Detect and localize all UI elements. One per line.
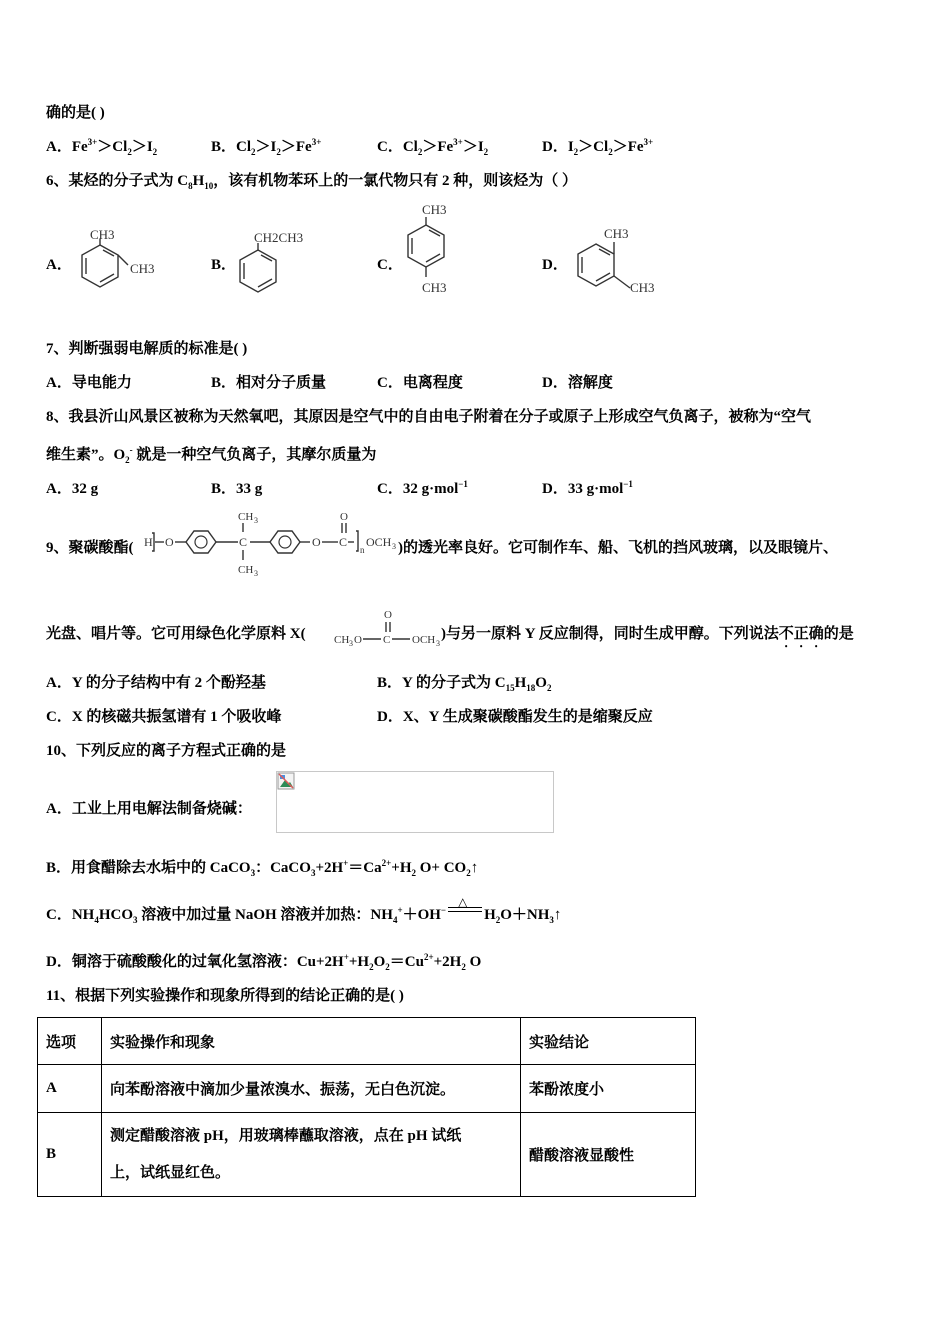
table-header-row bbox=[38, 1018, 696, 1065]
dimethyl-carbonate-structure bbox=[332, 605, 444, 649]
q9-option-a[interactable]: A．Y 的分子结构中有 2 个酚羟基 bbox=[46, 675, 266, 691]
q6d-ch3-top: CH3 bbox=[604, 226, 629, 241]
svg-text:3: 3 bbox=[254, 569, 258, 578]
q10-option-b[interactable]: B．用食醋除去水垢中的 CaCO$_3$：$CaCO_3+2H^+=Ca^{2+}+H_2$ $O+ CO_2↑$ bbox=[46, 858, 479, 878]
row-a-conclusion: 苯酚浓度小 bbox=[521, 1065, 696, 1113]
q11-stem: 11、根据下列实验操作和现象所得到的结论正确的是( ) bbox=[46, 988, 404, 1004]
svg-text:C: C bbox=[239, 535, 248, 549]
q6-option-c-label[interactable]: C． bbox=[377, 257, 403, 273]
q6-option-d-label[interactable]: D． bbox=[542, 257, 568, 273]
q9-stem-line2-a: 光盘、唱片等。它可用绿色化学原料 X( bbox=[46, 626, 306, 642]
svg-text:O: O bbox=[312, 535, 321, 549]
row-a-operation: 向苯酚溶液中滴加少量浓溴水、振荡，无白色沉淀。 bbox=[102, 1065, 521, 1113]
polycarbonate-structure bbox=[142, 505, 400, 579]
q6a-ch3-top: CH3 bbox=[90, 227, 115, 242]
q5-option-b[interactable]: B．$Cl_2>I_2>Fe^{3+}$ bbox=[211, 137, 322, 157]
q6-option-a-label[interactable]: A． bbox=[46, 257, 72, 273]
experiment-table bbox=[37, 1017, 696, 1197]
q6-structure-o-xylene bbox=[70, 225, 170, 305]
q7-option-a[interactable]: A．导电能力 bbox=[46, 375, 132, 391]
row-b-option: B bbox=[38, 1113, 102, 1197]
q7-stem: 7、判断强弱电解质的标准是( ) bbox=[46, 341, 248, 357]
q8-stem-line2: 维生素”。$O_2^-$ 就是一种空气负离子，其摩尔质量为 bbox=[46, 445, 377, 465]
q6-structure-ethylbenzene bbox=[230, 228, 330, 308]
q9-option-b[interactable]: B．Y 的分子式为 $C_{15}H_{18}O_2$ bbox=[377, 675, 552, 693]
heat-equals-sign bbox=[448, 895, 482, 919]
q6-structure-p-xylene bbox=[400, 200, 480, 300]
q8-option-a[interactable]: A．32 g bbox=[46, 481, 99, 497]
q9-option-d[interactable]: D．X、Y 生成聚碳酸酯发生的是缩聚反应 bbox=[377, 709, 653, 725]
q9-stem-line2-b: )与另一原料 Y 反应制得，同时生成甲醇。下列说法不正确的是 bbox=[441, 626, 854, 642]
q10-stem: 10、下列反应的离子方程式正确的是 bbox=[46, 743, 287, 759]
q8-option-c[interactable]: C．32 g·mol$^{-1}$ bbox=[377, 479, 468, 497]
svg-text:C: C bbox=[383, 634, 391, 646]
q7-option-b[interactable]: B．相对分子质量 bbox=[211, 375, 327, 391]
q7-option-c[interactable]: C．电离程度 bbox=[377, 375, 463, 391]
q6b-ethyl: CH2CH3 bbox=[254, 230, 304, 245]
q5-stem-tail: 确的是( ) bbox=[46, 105, 105, 121]
q5-option-a[interactable]: A．$Fe^{3+}>Cl_2>I_2$ bbox=[46, 137, 158, 157]
row-b-conclusion: 醋酸溶液显酸性 bbox=[521, 1113, 696, 1197]
q6-structure-m-xylene bbox=[570, 222, 670, 302]
svg-text:O: O bbox=[354, 634, 362, 646]
svg-text:3: 3 bbox=[436, 639, 440, 648]
header-operation: 实验操作和现象 bbox=[102, 1018, 521, 1065]
svg-text:OCH: OCH bbox=[366, 535, 392, 549]
svg-text:O: O bbox=[165, 535, 174, 549]
svg-text:n: n bbox=[360, 545, 365, 555]
q5-option-d[interactable]: D．$I_2>Cl_2>Fe^{3+}$ bbox=[542, 137, 654, 157]
row-b-operation: 测定醋酸溶液 pH，用玻璃棒蘸取溶液，点在 pH 试纸 上，试纸显红色。 bbox=[102, 1113, 521, 1197]
svg-text:H: H bbox=[144, 535, 153, 549]
svg-text:O: O bbox=[384, 609, 392, 621]
header-option: 选项 bbox=[38, 1018, 102, 1065]
row-a-option: A bbox=[38, 1065, 102, 1113]
broken-image-placeholder bbox=[276, 771, 554, 833]
q8-stem-line1: 8、我县沂山风景区被称为天然氧吧，其原因是空气中的自由电子附着在分子或原子上形成空气负离子，被称为“空气 bbox=[46, 409, 812, 425]
svg-text:CH: CH bbox=[334, 634, 350, 646]
table-row bbox=[38, 1065, 696, 1113]
header-conclusion: 实验结论 bbox=[521, 1018, 696, 1065]
q6c-ch3-top: CH3 bbox=[422, 202, 447, 217]
svg-text:CH: CH bbox=[238, 511, 254, 523]
table-row bbox=[38, 1113, 696, 1197]
svg-text:CH: CH bbox=[238, 564, 254, 576]
q7-option-d[interactable]: D．溶解度 bbox=[542, 375, 613, 391]
heat-delta-symbol: △ bbox=[458, 895, 468, 909]
q5-option-c[interactable]: C．$Cl_2>Fe^{3+}>I_2$ bbox=[377, 137, 489, 157]
svg-text:OCH: OCH bbox=[412, 634, 436, 646]
broken-image-icon bbox=[277, 772, 297, 792]
q10-option-a[interactable]: A．工业上用电解法制备烧碱： bbox=[46, 801, 252, 817]
q6d-ch3-right: CH3 bbox=[630, 280, 655, 295]
q9-negation-emphasis: 不正确 bbox=[778, 626, 824, 642]
q9-stem-a: 9、聚碳酸酯( bbox=[46, 540, 134, 556]
q8-option-d[interactable]: D．33 g·mol$^{-1}$ bbox=[542, 479, 633, 497]
q6-option-b-label[interactable]: B． bbox=[211, 257, 237, 273]
svg-text:3: 3 bbox=[392, 542, 396, 551]
q6c-ch3-bottom: CH3 bbox=[422, 280, 447, 295]
q6-stem: 6、某烃的分子式为 $C_8H_{10}$，该有机物苯环上的一氯代物只有 2 种，则该烃为（ ） bbox=[46, 173, 578, 191]
q9-option-c[interactable]: C．X 的核磁共振氢谱有 1 个吸收峰 bbox=[46, 709, 282, 725]
q8-option-b[interactable]: B．33 g bbox=[211, 481, 263, 497]
q10-option-c[interactable]: C．$NH_4HCO_3$ 溶液中加过量 NaOH 溶液并加热：$NH_4^++OH^-$ △ $H_2O+NH_3↑$ bbox=[46, 905, 561, 925]
q10-option-d[interactable]: D．铜溶于硫酸酸化的过氧化氢溶液：$Cu+2H^++H_2O_2=Cu^{2+}+2H_2$ O bbox=[46, 952, 482, 972]
svg-text:C: C bbox=[339, 535, 348, 549]
q9-stem-b: )的透光率良好。它可制作车、船、飞机的挡风玻璃，以及眼镜片、 bbox=[398, 540, 838, 556]
svg-text:3: 3 bbox=[254, 516, 258, 525]
svg-text:3: 3 bbox=[349, 639, 353, 648]
q6a-ch3-right: CH3 bbox=[130, 261, 155, 276]
svg-text:O: O bbox=[340, 511, 348, 523]
